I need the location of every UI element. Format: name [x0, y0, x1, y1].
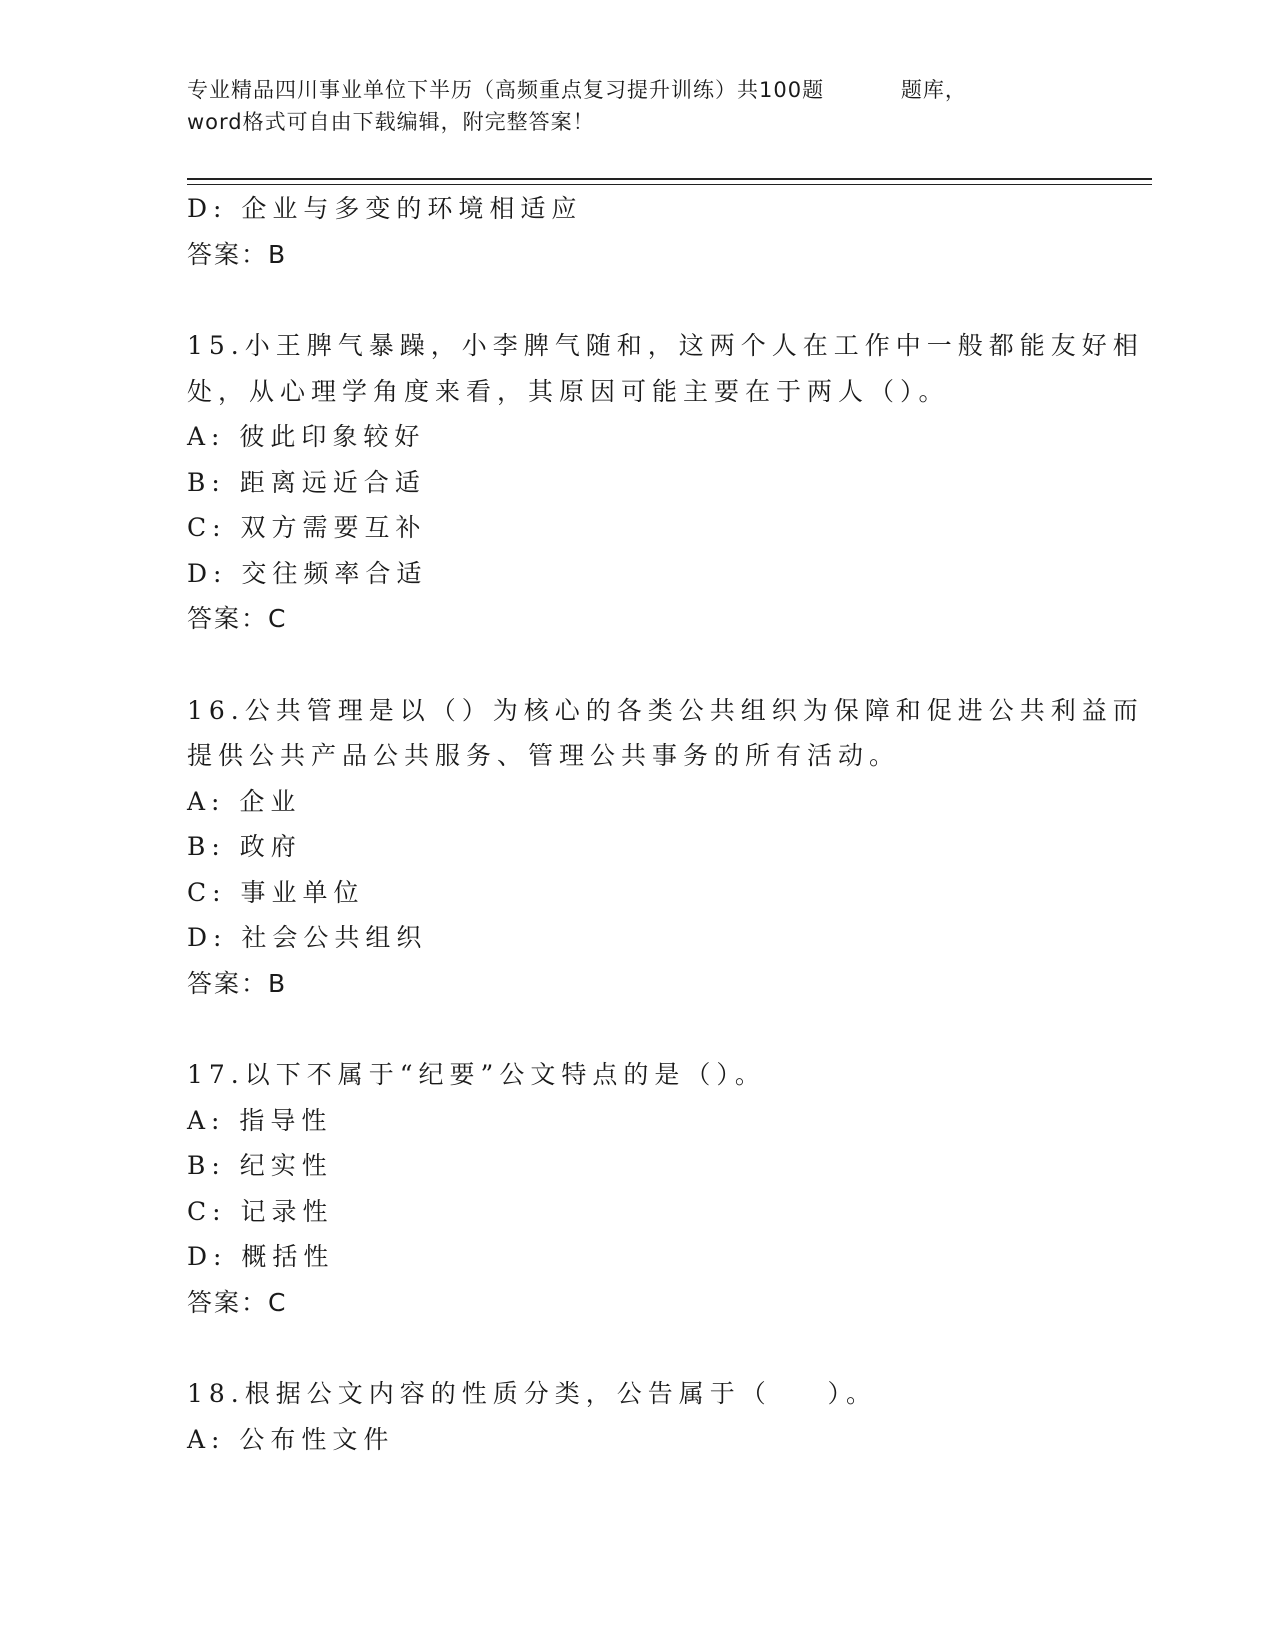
- option-a: A: 公布性文件: [187, 1424, 395, 1454]
- question-stem: 16.公共管理是以（）为核心的各类公共组织为保障和促进公共利益而: [187, 695, 1144, 725]
- question-stem: 处，从心理学角度来看，其原因可能主要在于两人（）。: [187, 376, 950, 406]
- question-stem: 15.小王脾气暴躁，小李脾气随和，这两个人在工作中一般都能友好相: [187, 331, 1144, 360]
- answer-line: 答案：C: [187, 604, 288, 633]
- option-a: A: 指导性: [187, 1105, 333, 1135]
- option-c: C: 事业单位: [187, 877, 365, 907]
- spacer: [187, 642, 1087, 688]
- option-d: D: 交往频率合适: [187, 558, 428, 588]
- option-d: D: 概括性: [187, 1242, 335, 1271]
- header-divider-thick: [187, 178, 1152, 180]
- answer-line: 答案：B: [187, 968, 288, 998]
- answer-line: 答案：B: [187, 239, 288, 269]
- option-b: B: 政府: [187, 832, 302, 861]
- spacer: [187, 1006, 1087, 1052]
- carry-over-question: [187, 186, 1087, 277]
- header-divider-thin: [187, 184, 1152, 185]
- option-d: D: 社会公共组织: [187, 923, 428, 952]
- spacer: [187, 277, 1087, 323]
- header-title-line-2: word格式可自由下载编辑，附完整答案！: [187, 110, 595, 134]
- option-b: B: 纪实性: [187, 1151, 333, 1180]
- question-stem: 18.根据公文内容的性质分类，公告属于（ ）。: [187, 1379, 878, 1408]
- question-18: [187, 1371, 1087, 1462]
- document-header: [187, 74, 1067, 138]
- option-d: D: 企业与多变的环境相适应: [187, 194, 583, 223]
- question-list: [187, 186, 1144, 1462]
- question-17: [187, 1052, 1087, 1325]
- answer-line: 答案：C: [187, 1287, 288, 1317]
- question-16: [187, 688, 1144, 1007]
- question-15: [187, 323, 1144, 642]
- option-a: A: 彼此印象较好: [187, 422, 426, 451]
- spacer: [187, 1325, 1087, 1371]
- header-title-line-1: 专业精品四川事业单位下半历（高频重点复习提升训练）共100题 题库，: [187, 78, 967, 102]
- option-c: C: 双方需要互补: [187, 513, 427, 542]
- question-stem: 17.以下不属于“纪要”公文特点的是（）。: [187, 1060, 766, 1089]
- option-a: A: 企业: [187, 786, 302, 816]
- question-stem: 提供公共产品公共服务、管理公共事务的所有活动。: [187, 741, 901, 770]
- option-c: C: 记录性: [187, 1196, 334, 1226]
- option-b: B: 距离远近合适: [187, 467, 426, 497]
